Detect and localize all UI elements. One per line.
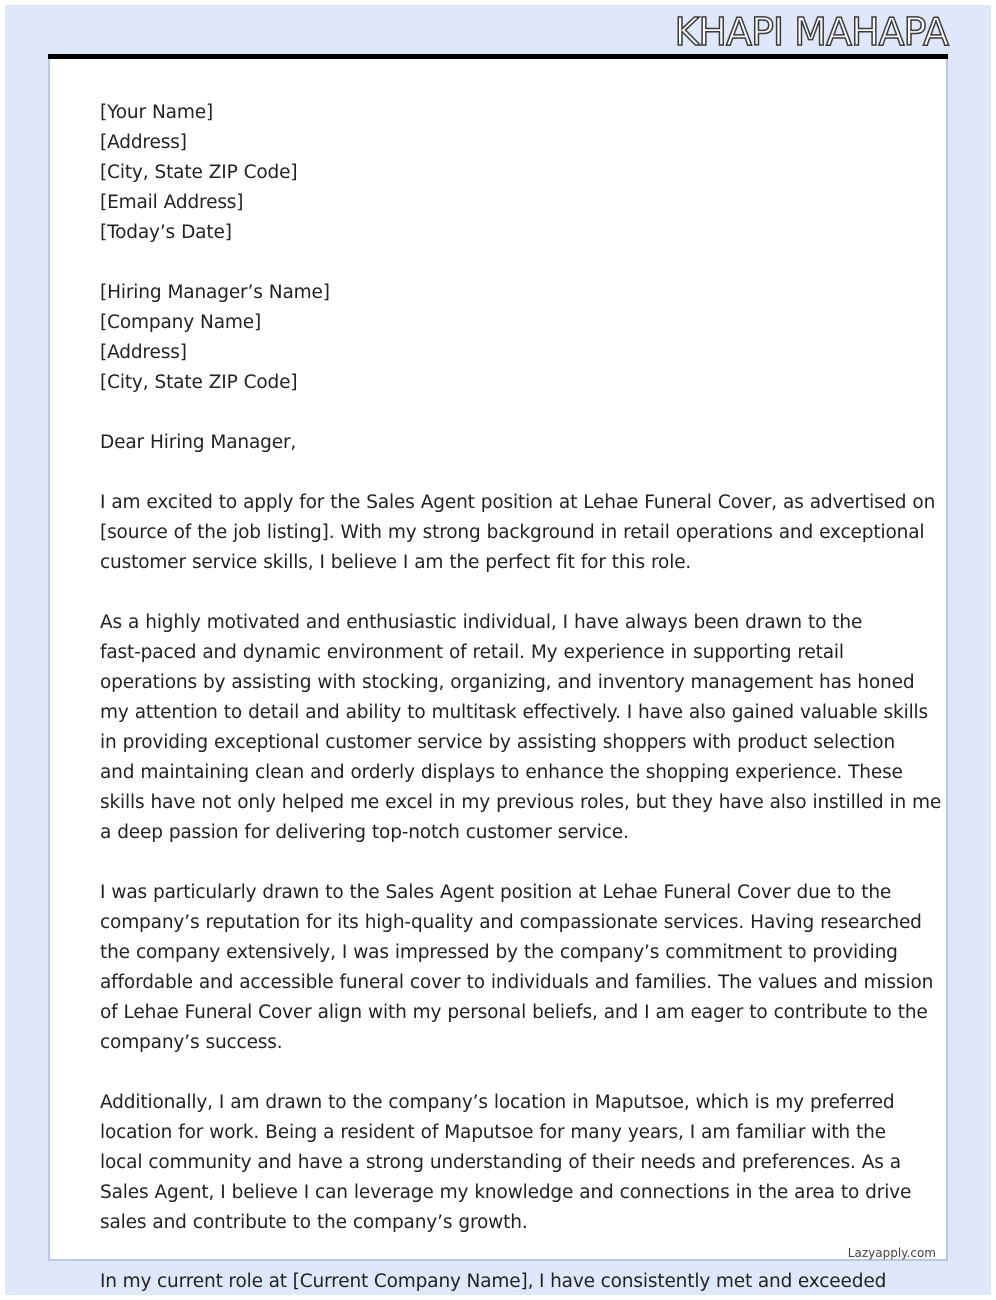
paragraph-line: company’s success.: [100, 1032, 283, 1053]
paragraph-line: customer service skills, I believe I am the perfect fit for this role.: [100, 552, 692, 573]
paragraph-line: operations by assisting with stocking, organizing, and inventory management has honed: [100, 672, 915, 693]
brand-title: KHAPI MAHAPA: [674, 10, 948, 54]
watermark-link[interactable]: Lazyapply.com: [847, 1246, 936, 1260]
recipient-block: [100, 278, 900, 398]
sender-block: [100, 98, 900, 248]
paragraph-line: a deep passion for delivering top-notch customer service.: [100, 822, 629, 843]
paragraph-line: local community and have a strong understanding of their needs and preferences. As a: [100, 1152, 901, 1173]
paragraph-intro: [100, 488, 936, 578]
sender-name: [Your Name]: [100, 102, 214, 123]
paragraph-line: [source of the job listing]. With my strong background in retail operations and exceptional: [100, 522, 925, 543]
paragraph-line: sales and contribute to the company’s growth.: [100, 1212, 528, 1233]
paragraph-line: I am excited to apply for the Sales Agent position at Lehae Funeral Cover, as advertised on: [100, 492, 936, 513]
paragraph-location: [100, 1088, 912, 1238]
paragraph-line: fast-paced and dynamic environment of retail. My experience in supporting retail: [100, 642, 844, 663]
salutation: Dear Hiring Manager,: [100, 432, 297, 453]
sender-address: [Address]: [100, 132, 187, 153]
recipient-address: [Address]: [100, 342, 187, 363]
paragraph-line: in providing exceptional customer service by assisting shoppers with product selection: [100, 732, 896, 753]
recipient-company: [Company Name]: [100, 312, 262, 333]
paragraph-line: location for work. Being a resident of Maputsoe for many years, I am familiar with the: [100, 1122, 886, 1143]
paragraph-line: company’s reputation for its high-quality and compassionate services. Having researched: [100, 912, 922, 933]
paragraph-line: of Lehae Funeral Cover align with my personal beliefs, and I am eager to contribute to the: [100, 1002, 928, 1023]
continuation-line: In my current role at [Current Company Name], I have consistently met and exceeded: [100, 1271, 887, 1292]
paragraph-line: I was particularly drawn to the Sales Agent position at Lehae Funeral Cover due to the: [100, 882, 892, 903]
paragraph-line: affordable and accessible funeral cover to individuals and families. The values and mission: [100, 972, 934, 993]
paragraph-line: skills have not only helped me excel in my previous roles, but they have also instilled in me: [100, 792, 942, 813]
paragraph-company-interest: [100, 878, 934, 1058]
paragraph-experience: [100, 608, 942, 848]
paragraph-line: Additionally, I am drawn to the company’s location in Maputsoe, which is my preferred: [100, 1092, 895, 1113]
paragraph-line: my attention to detail and ability to multitask effectively. I have also gained valuable skills: [100, 702, 929, 723]
paragraph-line: Sales Agent, I believe I can leverage my knowledge and connections in the area to drive: [100, 1182, 912, 1203]
paragraph-line: the company extensively, I was impressed by the company’s commitment to providing: [100, 942, 898, 963]
recipient-name: [Hiring Manager’s Name]: [100, 282, 330, 303]
letter-date: [Today’s Date]: [100, 222, 232, 243]
cover-letter: [100, 98, 942, 1268]
paragraph-line: and maintaining clean and orderly displays to enhance the shopping experience. These: [100, 762, 903, 783]
paragraph-line: As a highly motivated and enthusiastic individual, I have always been drawn to the: [100, 612, 863, 633]
sender-email: [Email Address]: [100, 192, 244, 213]
recipient-city: [City, State ZIP Code]: [100, 372, 298, 393]
sender-city: [City, State ZIP Code]: [100, 162, 298, 183]
